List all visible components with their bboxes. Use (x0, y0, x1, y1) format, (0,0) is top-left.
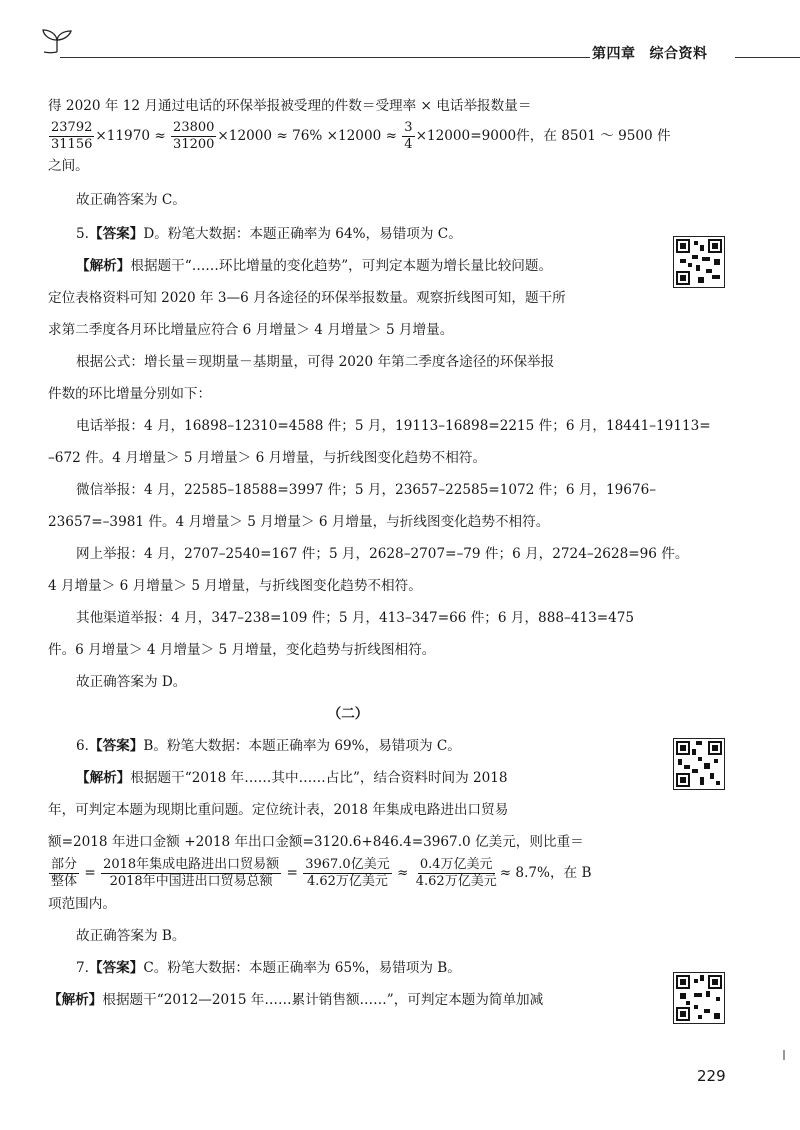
text-line: –672 件。4 月增量＞ 5 月增量＞ 6 月增量，与折线图变化趋势不相符。 (48, 450, 487, 466)
conclusion-line: 故正确答案为 D。 (76, 674, 187, 690)
qr-code-q6[interactable] (673, 738, 725, 790)
text-line: 额=2018 年进口金额 +2018 年出口金额=3120.6+846.4=3967.0 亿美元，则比重＝ (48, 834, 584, 850)
fraction: $\frac{3}{4}$ (404, 120, 413, 152)
qr-code-icon (674, 973, 724, 1023)
text-line: 23657=–3981 件。4 月增量＞ 5 月增量＞ 6 月增量，与折线图变化趋势不相符。 (48, 514, 550, 530)
qr-code-icon (674, 237, 724, 287)
fraction: $\frac{\text{2018年集成电路进出口贸易额}}{\text{2018年中国进出口贸易总额}}$ (103, 857, 280, 889)
page-number: 229 (697, 1067, 726, 1085)
fraction: $\frac{\text{部分}}{\text{整体}}$ (51, 857, 78, 889)
answer-6: 6.【答案】B。粉笔大数据：本题正确率为 69%，易错项为 C。 (76, 738, 461, 754)
answer-7: 7.【答案】C。粉笔大数据：本题正确率为 65%，易错项为 B。 (76, 960, 461, 976)
qr-code-q7[interactable] (673, 972, 725, 1024)
formula-line: $\frac{\text{部分}}{\text{整体}}$ = $\frac{\text{2018年集成电路进出口贸易额}}{\text{2018年中国进出口贸易总额}}$ = $\frac{\text{3967.0亿美元}}{\text{4.62万亿美元}}$ ≈ $\frac{\text{0.4万亿美元}}{\text{4.62万亿美元}}$ ≈ 8.7%，在 B (51, 857, 592, 889)
conclusion-line: 故正确答案为 B。 (76, 928, 186, 944)
analysis-7: 【解析】根据题干“2012—2015 年……累计销售额……”，可判定本题为简单加减 (48, 992, 544, 1008)
analysis-5: 【解析】根据题干“……环比增量的变化趋势”，可判定本题为增长量比较问题。 (76, 258, 553, 274)
sprout-logo-icon (40, 28, 74, 54)
page-body (48, 95, 711, 1011)
header-rule-left (60, 57, 590, 58)
text-line: 求第二季度各月环比增量应符合 6 月增量＞ 4 月增量＞ 5 月增量。 (48, 322, 454, 338)
page-header (30, 26, 800, 66)
fraction: $\frac{23792}{31156}$ (51, 120, 93, 152)
text-line: 微信举报：4 月，22585–18588=3997 件；5 月，23657–22585=1072 件；6 月，19676– (76, 482, 657, 498)
text-line: 件数的环比增量分别如下： (48, 386, 212, 402)
text-line: 其他渠道举报：4 月，347–238=109 件；5 月，413–347=66 件；6 月，888–413=475 (76, 610, 635, 626)
qr-code-icon (674, 739, 724, 789)
text-line: 网上举报：4 月，2707–2540=167 件；5 月，2628–2707=–79 件；6 月，2724–2628=96 件。 (76, 546, 689, 562)
text-line: 电话举报：4 月，16898–12310=4588 件；5 月，19113–16898=2215 件；6 月，18441–19113= (76, 418, 711, 434)
qr-code-q5[interactable] (673, 236, 725, 288)
conclusion-line: 故正确答案为 C。 (76, 192, 186, 208)
analysis-6: 【解析】根据题干“2018 年……其中……占比”，结合资料时间为 2018 (76, 770, 508, 786)
text-line: 之间。 (48, 158, 89, 174)
fraction: $\frac{\text{3967.0亿美元}}{\text{4.62万亿美元}}$ (305, 857, 390, 889)
header-section: 综合资料 (649, 46, 708, 62)
text-line: 年，可判定本题为现期比重问题。定位统计表，2018 年集成电路进出口贸易 (48, 802, 509, 818)
text-line: 件。6 月增量＞ 4 月增量＞ 5 月增量，变化趋势与折线图相符。 (48, 642, 436, 658)
fraction: $\frac{23800}{31200}$ (173, 120, 215, 152)
text-line: 得 2020 年 12 月通过电话的环保举报被受理的件数＝受理率 × 电话举报数量＝ (48, 98, 532, 114)
header-rule-right (735, 57, 800, 58)
section-heading: （二） (327, 706, 369, 722)
answer-5: 5.【答案】D。粉笔大数据：本题正确率为 64%，易错项为 C。 (76, 226, 462, 242)
margin-mark (783, 1050, 785, 1060)
formula-line: $\frac{23792}{31156}$ ×11970 ≈ $\frac{23800}{31200}$ ×12000 ≈ 76% ×12000 ≈ $\frac{3}{4}$ ×12000=9000件，在 8501 ～ 9500 件 (51, 120, 671, 152)
header-chapter: 第四章 (592, 46, 636, 62)
header-title (592, 43, 722, 63)
text-line: 4 月增量＞ 6 月增量＞ 5 月增量，与折线图变化趋势不相符。 (48, 578, 422, 594)
fraction: $\frac{\text{0.4万亿美元}}{\text{4.62万亿美元}}$ (415, 857, 497, 889)
text-line: 定位表格资料可知 2020 年 3—6 月各途径的环保举报数量。观察折线图可知，题干所 (48, 290, 566, 306)
text-line: 根据公式：增长量＝现期量－基期量，可得 2020 年第二季度各途径的环保举报 (76, 354, 555, 370)
text-line: 项范围内。 (48, 896, 116, 912)
